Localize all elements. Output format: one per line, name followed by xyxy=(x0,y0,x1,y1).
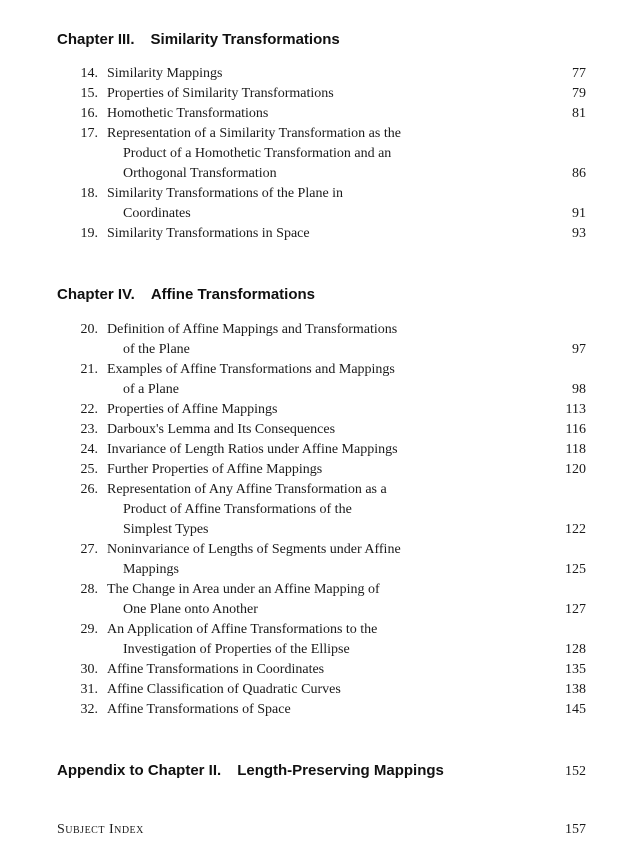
toc-entry xyxy=(0,422,643,442)
toc-entry xyxy=(0,362,643,402)
page-number: 91 xyxy=(572,206,586,221)
page-number: 138 xyxy=(565,682,586,697)
toc-entry xyxy=(0,682,643,702)
section-number: 29. xyxy=(80,622,98,637)
page-number: 113 xyxy=(565,402,586,417)
section-title-line: Representation of Any Affine Transformation as a xyxy=(107,482,387,497)
section-number: 20. xyxy=(80,322,98,337)
subject-index-page-number: 157 xyxy=(565,822,586,837)
section-number: 19. xyxy=(80,226,98,241)
section-title-line: Affine Transformations in Coordinates xyxy=(107,662,325,677)
section-number: 32. xyxy=(80,702,98,717)
section-title-line: of a Plane xyxy=(123,382,179,397)
toc-entry xyxy=(0,226,643,246)
toc-entry xyxy=(0,542,643,582)
section-title-line: An Application of Affine Transformations to the xyxy=(107,622,378,637)
section-number: 15. xyxy=(80,86,98,101)
section-title-line: Further Properties of Affine Mappings xyxy=(107,462,323,477)
page-number: 120 xyxy=(565,462,586,477)
section-title-line: Darboux's Lemma and Its Consequences xyxy=(107,422,336,437)
section-title-line: Affine Transformations of Space xyxy=(107,702,291,717)
section-number: 24. xyxy=(80,442,98,457)
section-title-line: Noninvariance of Lengths of Segments under Affine xyxy=(107,542,401,557)
subject-index-title: Subject Index xyxy=(57,822,144,837)
section-title-line: Similarity Mappings xyxy=(107,66,223,81)
section-number: 17. xyxy=(80,126,98,141)
section-title-line: Simplest Types xyxy=(123,522,209,537)
section-title-line: Investigation of Properties of the Ellipse xyxy=(123,642,350,657)
appendix-label: Appendix to Chapter II. xyxy=(57,762,222,779)
section-title-line: Affine Classification of Quadratic Curves xyxy=(107,682,341,697)
appendix-page-number: 152 xyxy=(565,764,586,779)
chapter-3-label: Chapter III. xyxy=(57,31,135,48)
toc-entry xyxy=(0,582,643,622)
chapter-3-heading xyxy=(57,31,340,48)
section-title-line: Coordinates xyxy=(123,206,191,221)
page-number: 93 xyxy=(572,226,586,241)
toc-entry xyxy=(0,126,643,186)
section-title-line: of the Plane xyxy=(123,342,190,357)
section-title-line: Orthogonal Transformation xyxy=(123,166,277,181)
section-title-line: Properties of Affine Mappings xyxy=(107,402,278,417)
section-title-line: Examples of Affine Transformations and Mappings xyxy=(107,362,395,377)
page-number: 86 xyxy=(572,166,586,181)
page-number: 97 xyxy=(572,342,586,357)
section-title-line: Similarity Transformations of the Plane in xyxy=(107,186,344,201)
section-number: 28. xyxy=(80,582,98,597)
section-title-line: Product of a Homothetic Transformation and an xyxy=(123,146,392,161)
toc-entry xyxy=(0,442,643,462)
page-number: 116 xyxy=(565,422,586,437)
section-number: 18. xyxy=(80,186,98,201)
chapter-4-heading xyxy=(57,286,315,303)
section-number: 14. xyxy=(80,66,98,81)
section-number: 27. xyxy=(80,542,98,557)
section-number: 22. xyxy=(80,402,98,417)
section-title-line: Properties of Similarity Transformations xyxy=(107,86,334,101)
chapter-3-title: Similarity Transformations xyxy=(150,31,340,48)
section-title-line: Homothetic Transformations xyxy=(107,106,269,121)
section-number: 30. xyxy=(80,662,98,677)
page-number: 79 xyxy=(572,86,586,101)
page-number: 135 xyxy=(565,662,586,677)
chapter-4-label: Chapter IV. xyxy=(57,286,135,303)
section-title-line: Definition of Affine Mappings and Transformations xyxy=(107,322,398,337)
toc-entry xyxy=(0,106,643,126)
section-title-line: Product of Affine Transformations of the xyxy=(123,502,352,517)
toc-entry xyxy=(0,462,643,482)
page-number: 128 xyxy=(565,642,586,657)
chapter-4-title: Affine Transformations xyxy=(150,286,315,303)
appendix-heading xyxy=(57,762,444,779)
toc-entry xyxy=(0,622,643,662)
section-title-line: Mappings xyxy=(123,562,179,577)
section-number: 16. xyxy=(80,106,98,121)
page-number: 127 xyxy=(565,602,586,617)
section-title-line: Representation of a Similarity Transformation as the xyxy=(107,126,401,141)
page-number: 98 xyxy=(572,382,586,397)
page-number: 118 xyxy=(565,442,586,457)
page-number: 145 xyxy=(565,702,586,717)
toc-entry xyxy=(0,86,643,106)
section-number: 31. xyxy=(80,682,98,697)
page-number: 122 xyxy=(565,522,586,537)
page-number: 125 xyxy=(565,562,586,577)
toc-entry xyxy=(0,186,643,226)
toc-entry xyxy=(0,702,643,722)
section-number: 23. xyxy=(80,422,98,437)
toc-entry xyxy=(0,402,643,422)
appendix-title: Length-Preserving Mappings xyxy=(237,762,444,779)
section-number: 26. xyxy=(80,482,98,497)
section-title-line: Invariance of Length Ratios under Affine Mappings xyxy=(107,442,398,457)
page-number: 77 xyxy=(572,66,586,81)
section-number: 21. xyxy=(80,362,98,377)
section-title-line: Similarity Transformations in Space xyxy=(107,226,310,241)
toc-entry xyxy=(0,662,643,682)
toc-entry xyxy=(0,66,643,86)
page-number: 81 xyxy=(572,106,586,121)
toc-entry xyxy=(0,322,643,362)
section-title-line: The Change in Area under an Affine Mapping of xyxy=(107,582,380,597)
section-title-line: One Plane onto Another xyxy=(123,602,258,617)
section-number: 25. xyxy=(80,462,98,477)
toc-entry xyxy=(0,482,643,542)
